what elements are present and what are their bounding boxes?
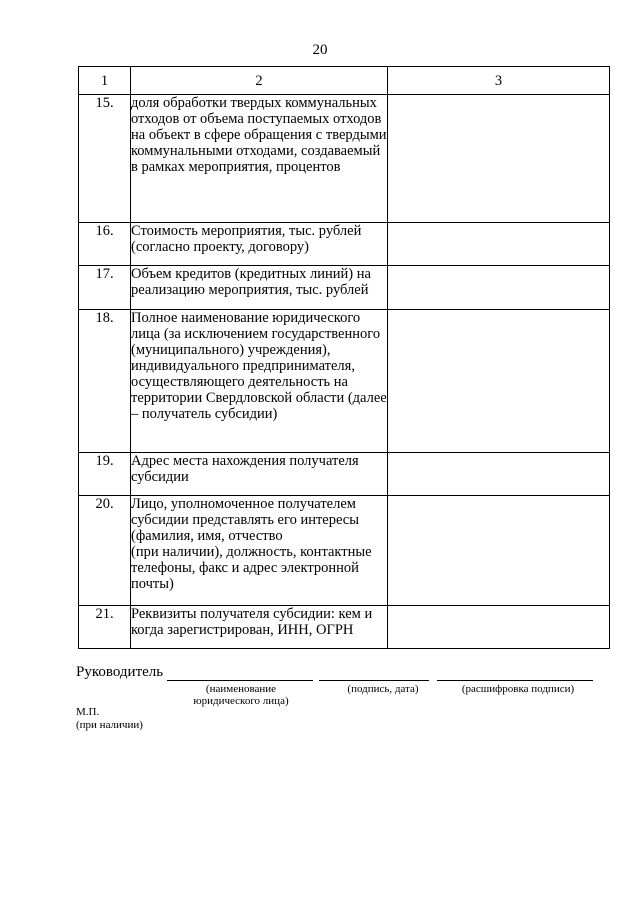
table-row	[79, 310, 610, 453]
row-description: доля обработки твердых коммунальных отходов от объема поступаемых отходов на объект в сфере обращения с твердыми коммунальными отходами, создаваемый в рамках мероприятия, процентов	[131, 95, 388, 223]
row-description: Объем кредитов (кредитных линий) на реализацию мероприятия, тыс. рублей	[131, 266, 388, 310]
stamp-note: (при наличии)	[76, 719, 143, 731]
table-header-row	[79, 67, 610, 95]
stamp-label: М.П.	[76, 706, 100, 718]
row-number: 16.	[79, 223, 131, 266]
column-header: 2	[131, 67, 388, 95]
name-line[interactable]	[167, 666, 313, 681]
stamp-block	[76, 706, 143, 732]
row-description: Стоимость мероприятия, тыс. рублей (согласно проекту, договору)	[131, 223, 388, 266]
table-row	[79, 606, 610, 649]
table-row	[79, 496, 610, 606]
form-table	[78, 66, 610, 649]
row-value[interactable]	[388, 266, 610, 310]
row-number: 19.	[79, 453, 131, 496]
row-value[interactable]	[388, 606, 610, 649]
page-number: 20	[312, 42, 328, 58]
table-row	[79, 453, 610, 496]
signature-line[interactable]	[319, 666, 429, 681]
row-number: 17.	[79, 266, 131, 310]
row-description: Адрес места нахождения получателя субсидии	[131, 453, 388, 496]
decode-line[interactable]	[437, 666, 593, 681]
row-value[interactable]	[388, 453, 610, 496]
signature-label: Руководитель	[76, 664, 164, 680]
row-number: 18.	[79, 310, 131, 453]
table-row	[79, 95, 610, 223]
row-value[interactable]	[388, 223, 610, 266]
row-value[interactable]	[388, 310, 610, 453]
column-header: 3	[388, 67, 610, 95]
caption-sign: (подпись, дата)	[347, 683, 419, 695]
row-description: Полное наименование юридического лица (за исключением государственного (муниципального) учреждения), индивидуального предпринимателя, осуществляющего деятельность на территории Свердловской области (далее – получатель субсидии)	[131, 310, 388, 453]
caption-decode: (расшифровка подписи)	[461, 683, 575, 695]
row-number: 15.	[79, 95, 131, 223]
row-description: Реквизиты получателя субсидии: кем и когда зарегистрирован, ИНН, ОГРН	[131, 606, 388, 649]
signature-block	[76, 664, 616, 713]
row-value[interactable]	[388, 95, 610, 223]
column-header: 1	[79, 67, 131, 95]
caption-name: (наименование юридического лица)	[193, 683, 289, 707]
row-description: Лицо, уполномоченное получателем субсидии представлять его интересы (фамилия, имя, отчество (при наличии), должность, контактные телефоны, факс и адрес электронной почты)	[131, 496, 388, 606]
row-value[interactable]	[388, 496, 610, 606]
table-row	[79, 266, 610, 310]
table-row	[79, 223, 610, 266]
row-number: 20.	[79, 496, 131, 606]
row-number: 21.	[79, 606, 131, 649]
